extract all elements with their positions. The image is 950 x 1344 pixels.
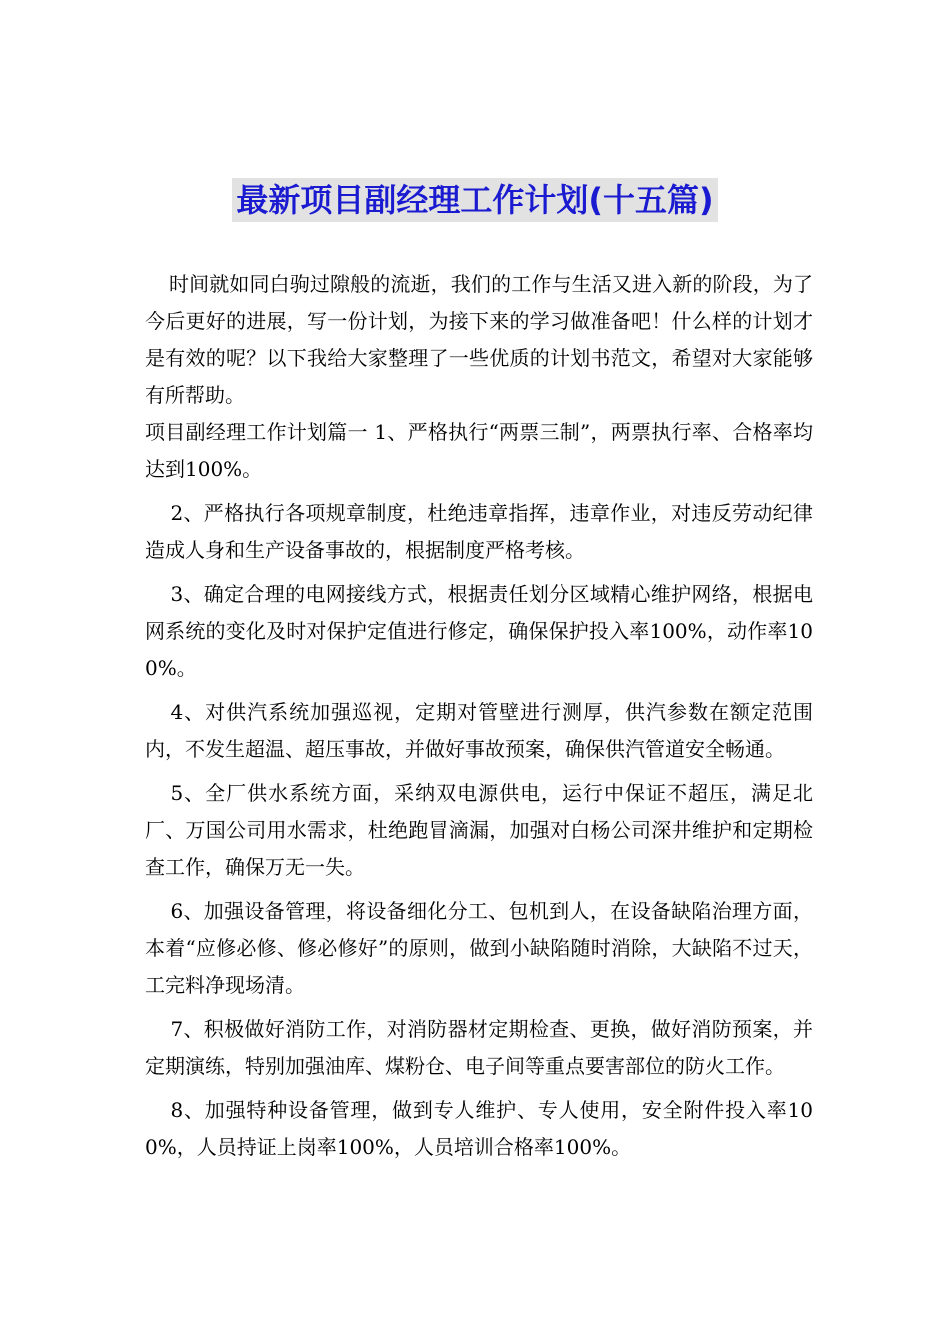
list-item-7: 7、积极做好消防工作，对消防器材定期检查、更换，做好消防预案，并定期演练，特别加强油库、煤粉仓、电子间等重点要害部位的防火工作。 [145, 1017, 813, 1078]
list-item-5: 5、全厂供水系统方面，采纳双电源供电，运行中保证不超压，满足北厂、万国公司用水需求，杜绝跑冒滴漏，加强对白杨公司深井维护和定期检查工作，确保万无一失。 [145, 781, 813, 879]
document-body [145, 266, 813, 1166]
list-item-4: 4、对供汽系统加强巡视，定期对管壁进行测厚，供汽参数在额定范围内，不发生超温、超压事故，并做好事故预案，确保供汽管道安全畅通。 [145, 700, 813, 761]
section-heading-paragraph: 项目副经理工作计划篇一 1、严格执行“两票三制”，两票执行率、合格率均达到100%。 [145, 420, 813, 481]
title-container [0, 178, 950, 222]
list-item-6: 6、加强设备管理，将设备细化分工、包机到人，在设备缺陷治理方面，本着“应修必修、修必修好”的原则，做到小缺陷随时消除，大缺陷不过天，工完料净现场清。 [145, 899, 813, 997]
document-title: 最新项目副经理工作计划(十五篇) [232, 178, 717, 222]
intro-paragraph: 时间就如同白驹过隙般的流逝，我们的工作与生活又进入新的阶段，为了今后更好的进展，写一份计划，为接下来的学习做准备吧！什么样的计划才是有效的呢？以下我给大家整理了一些优质的计划书范文，希望对大家能够有所帮助。 [145, 272, 813, 407]
list-item-8: 8、加强特种设备管理，做到专人维护、专人使用，安全附件投入率100%，人员持证上岗率100%，人员培训合格率100%。 [145, 1098, 813, 1159]
list-item-2: 2、严格执行各项规章制度，杜绝违章指挥，违章作业，对违反劳动纪律造成人身和生产设备事故的，根据制度严格考核。 [145, 501, 813, 562]
list-item-3: 3、确定合理的电网接线方式，根据责任划分区域精心维护网络，根据电网系统的变化及时对保护定值进行修定，确保保护投入率100%，动作率100%。 [145, 582, 813, 680]
